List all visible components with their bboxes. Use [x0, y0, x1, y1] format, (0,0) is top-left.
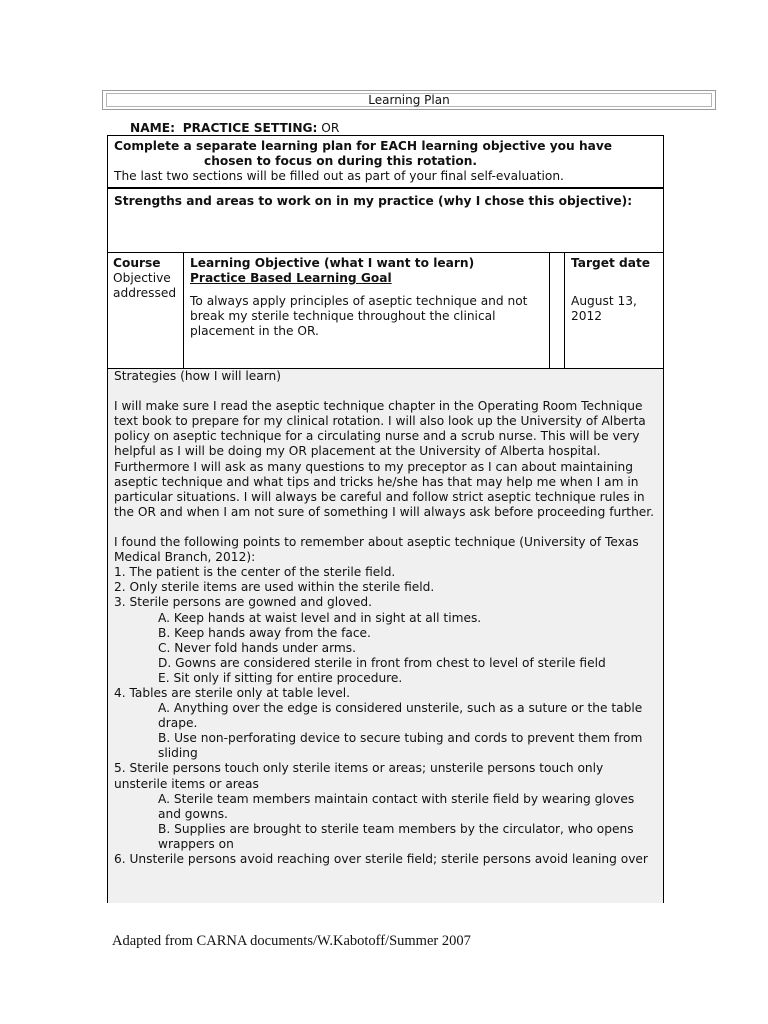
target-column: [565, 253, 663, 368]
list-item: C. Never fold hands under arms.: [158, 640, 357, 655]
setting-value: OR: [321, 121, 340, 135]
footer-credit: Adapted from CARNA documents/W.Kabotoff/Summer 2007: [112, 933, 471, 949]
strengths-heading: Strengths and areas to work on in my practice (why I chose this objective):: [107, 189, 664, 253]
objective-text: To always apply principles of aseptic technique and not break my sterile technique throughout the clinical placement in the OR.: [190, 294, 528, 338]
name-label: NAME:: [130, 121, 175, 135]
target-value-line2: 2012: [571, 309, 603, 323]
list-item: B. Use non-perforating device to secure tubing and cords to prevent them from sliding: [158, 731, 643, 761]
name-line: [130, 121, 339, 135]
intro-line2: chosen to focus on during this rotation.: [204, 154, 478, 168]
strategies-paragraph1: I will make sure I read the aseptic technique chapter in the Operating Room Technique text book to prepare for my clinical rotation. I will also look up the University of Alberta policy on aseptic technique for a circulating nurse and a scrub nurse. This will be very helpful as I will be doing my OR placement at the University of Alberta hospital. Furthermore I will ask as many questions to my preceptor as I can about maintaining aseptic technique and what tips and tricks he/she has that may help me when I am in particular situations. I will always be careful and follow strict aseptic technique rules in the OR and when I am not sure of something I will always ask before proceeding further.: [114, 399, 655, 519]
title-box: [102, 90, 716, 110]
list-item: A. Sterile team members maintain contact with sterile field by wearing gloves and gowns.: [158, 791, 635, 821]
list-item: E. Sit only if sitting for entire procedure.: [158, 670, 403, 685]
page-title: Learning Plan: [106, 93, 712, 107]
course-sub2: addressed: [113, 286, 177, 300]
course-header: Course: [113, 256, 161, 270]
list-item: 4. Tables are sterile only at table level.: [114, 685, 350, 700]
objective-table: [107, 252, 664, 369]
strategies-paragraph2: I found the following points to remember about aseptic technique (University of Texas Medical Branch, 2012):: [114, 535, 639, 565]
list-item: B. Keep hands away from the face.: [158, 625, 371, 640]
course-sub1: Objective: [113, 271, 171, 285]
list-item: 5. Sterile persons touch only sterile items or areas; unsterile persons touch only unsterile items or areas: [114, 761, 604, 791]
strategies-heading: Strategies (how I will learn): [114, 369, 281, 383]
intro-line1: Complete a separate learning plan for EACH learning objective you have: [114, 139, 613, 153]
target-header: Target date: [571, 256, 651, 270]
target-value-line1: August 13,: [571, 294, 637, 308]
objective-subheader: Practice Based Learning Goal: [190, 271, 392, 285]
blank-column: [550, 253, 565, 368]
list-item: A. Keep hands at waist level and in sight at all times.: [158, 610, 482, 625]
course-column: [108, 253, 184, 368]
list-item: D. Gowns are considered sterile in front from chest to level of sterile field: [158, 655, 606, 670]
intro-line3: The last two sections will be filled out as part of your final self-evaluation.: [114, 169, 564, 183]
intro-box: [107, 135, 664, 189]
list-item: A. Anything over the edge is considered unsterile, such as a suture or the table drape.: [158, 701, 643, 731]
list-item: 2. Only sterile items are used within the sterile field.: [114, 580, 435, 595]
aseptic-points-list: [114, 565, 657, 867]
objective-header: Learning Objective (what I want to learn): [190, 256, 475, 270]
strategies-section: [107, 369, 664, 903]
list-item: 6. Unsterile persons avoid reaching over sterile field; sterile persons avoid leaning over: [114, 852, 648, 866]
list-item: 1. The patient is the center of the sterile field.: [114, 565, 396, 580]
list-item: B. Supplies are brought to sterile team members by the circulator, who opens wrappers on: [158, 821, 634, 851]
setting-label: PRACTICE SETTING:: [182, 121, 318, 135]
objective-column: [184, 253, 550, 368]
list-item: 3. Sterile persons are gowned and gloved.: [114, 595, 372, 610]
